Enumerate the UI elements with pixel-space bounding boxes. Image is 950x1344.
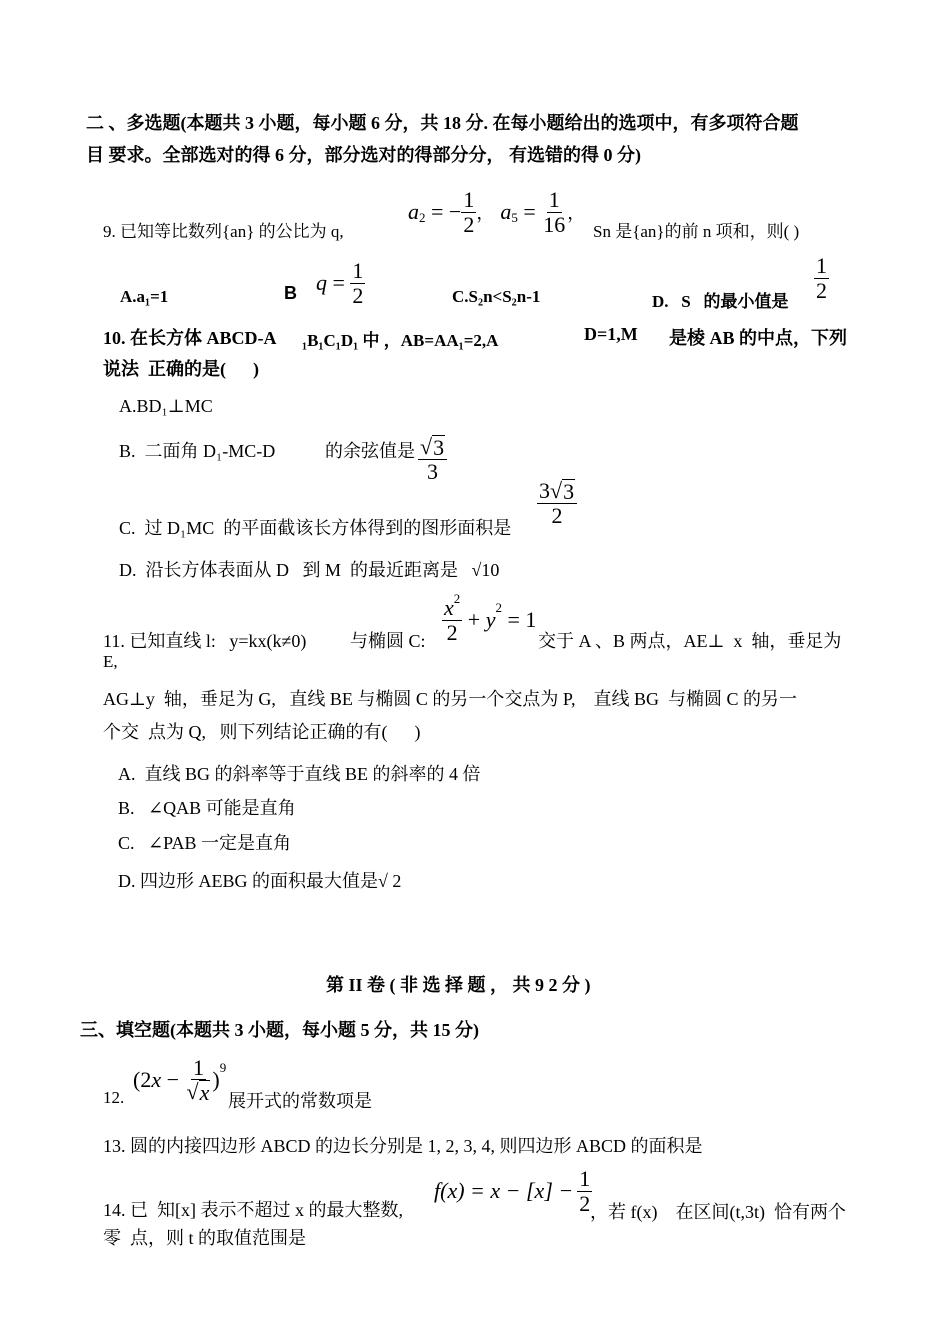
q-equals: = [327,270,351,295]
q14-stem-b: ，若 f(x) 在区间(t,3t) 恰有两个 [590,1202,846,1222]
q11-option-b: B. ∠QAB 可能是直角 [118,798,296,818]
q12-number: 12. [103,1088,125,1107]
q12-frac-num: 1 [192,1054,204,1080]
q11-line2: AG⊥y 轴，垂足为 G, 直线 BE 与椭圆 C 的另一个交点为 P, 直线 BG 与椭圆 C 的另一 [103,689,797,709]
q12-open: (2 [133,1067,152,1092]
ellipse-y: y [485,607,496,632]
q9-separator-2: ， [567,203,586,223]
q9-option-d-fraction [814,250,829,306]
q14-frac-num: 1 [579,1166,591,1192]
q12-x: x [151,1067,162,1092]
q11-option-d: D. 四边形 AEBG 的面积最大值是√ 2 [118,871,402,891]
sqrt3-radicand: 3 [433,434,445,460]
q9-option-a: A.a₁=1 [120,287,169,306]
q14-stem-a: 14. 已 知[x] 表示不超过 x 的最大整数, [103,1200,403,1220]
q9-stem-end: Sn 是{an}的前 n 项和，则( ) [593,222,800,241]
ellipse-x: x [444,595,454,621]
q10-option-d: D. 沿长方体表面从 D 到 M 的最近距离是 √10 [119,560,500,580]
area-coef: 3 [539,477,550,503]
part2-title: 第 II 卷 ( 非 选 择 题 ， 共 9 2 分 ) [326,975,591,995]
ellipse-y-exp: 2 [495,600,502,615]
a5-denominator: 16 [543,211,566,237]
a2-denominator: 2 [463,211,475,237]
ellipse-equals: = 1 [501,607,537,632]
q-variable: q [316,270,327,295]
q11-stem-c: 交于 A 、B 两点，AE⊥ x 轴，垂足为 [538,631,842,651]
q13-text: 13. 圆的内接四边形 ABCD 的边长分别是 1, 2, 3, 4, 则四边形 ABCD 的面积是 [103,1136,703,1156]
q11-stem-b: 与椭圆 C: [350,631,426,651]
q11-ellipse-equation [442,590,536,650]
a5-numerator: 1 [548,187,560,213]
q10-option-c-value: 3 √ 3 2 [537,472,577,534]
q9-option-b-label: B [284,283,297,303]
a5-fraction [541,188,567,235]
q9-option-c: C.S₂n<S₂n-1 [452,287,541,306]
a5-symbol: a [500,199,512,224]
q12-minus: − [161,1067,185,1092]
a2-equals: = − [425,199,462,224]
cos-denominator: 3 [427,459,439,484]
q10-line1-b: ₁B₁C₁D₁ 中 ，AB=AA₁=2,A [302,331,499,350]
q9-option-b-formula [316,254,365,312]
q9-stem-start: 9. 已知等比数列{an} 的公比为 q, [103,222,344,241]
a5-equals: = [517,199,542,224]
q10-line2: 说法 正确的是( ) [103,359,259,379]
q11-stem-a: 11. 已知直线 l: y=kx(k≠0) [103,631,307,651]
q10-option-a: A.BD₁⊥MC [119,396,213,416]
a2-subscript: 2 [419,210,426,225]
q14-function [434,1162,592,1220]
ellipse-x-exp: 2 [453,591,461,607]
q10-option-c: C. 过 D₁MC 的平面截该长方体得到的图形面积是 [119,518,512,538]
q9-option-d: D. S 的最小值是 [652,292,789,311]
q14-func-body: (x) = x − [x] − [440,1178,574,1203]
ellipse-plus: + [462,607,486,632]
q14-line2: 零 点，则 t 的取值范围是 [103,1228,306,1248]
q10-option-b-value: √ 3 3 [418,428,447,490]
a2-symbol: a [408,199,419,224]
q9-given-values [408,184,585,240]
section2-heading-line2: 目 要求。全部选对的得 6 分，部分选对的得部分分， 有选错的得 0 分) [86,145,641,165]
section3-heading: 三、填空题(本题共 3 小题，每小题 5 分，共 15 分) [80,1020,479,1040]
q12-text: 展开式的常数项是 [228,1091,372,1111]
q-numerator: 1 [352,258,364,284]
q10-option-b: B. 二面角 D₁-MC-D [119,441,276,461]
d-denominator: 2 [816,277,827,303]
q11-option-c: C. ∠PAB 一定是直角 [118,833,291,853]
q14-f: f [434,1178,441,1203]
q10-line1-c: D=1,M [584,324,638,344]
q10-line1-a: 10. 在长方体 ABCD-A [103,328,277,348]
q12-expression: (2 x − 1 √ x ) 9 [133,1054,227,1105]
q10-line1-d: 是棱 AB 的中点，下列 [669,328,848,348]
d-numerator: 1 [816,253,827,279]
a5-subscript: 5 [511,210,518,225]
q12-exponent: 9 [219,1060,227,1075]
section2-heading-line1: 二 、多选题(本题共 3 小题，每小题 6 分，共 18 分. 在每小题给出的选项中，有多项符合题 [86,113,799,133]
q-denominator: 2 [352,282,364,308]
a2-fraction [461,188,476,235]
ellipse-den: 2 [446,619,458,645]
q14-frac-den: 2 [579,1190,591,1216]
area-radicand: 3 [563,478,575,504]
q-fraction [350,259,365,306]
q11-line3: 个交 点为 Q, 则下列结论正确的有( ) [103,722,421,742]
area-denominator: 2 [551,503,563,528]
q11-option-a: A. 直线 BG 的斜率等于直线 BE 的斜率的 4 倍 [118,764,481,784]
q10-option-b-tail: 的余弦值是 [325,441,415,461]
a2-numerator: 1 [463,187,475,213]
q12-close: ) [212,1067,220,1092]
q12-frac-rad: x [199,1080,210,1105]
q11-stem-d: E, [103,652,118,671]
q9-separator: ， [476,203,495,223]
